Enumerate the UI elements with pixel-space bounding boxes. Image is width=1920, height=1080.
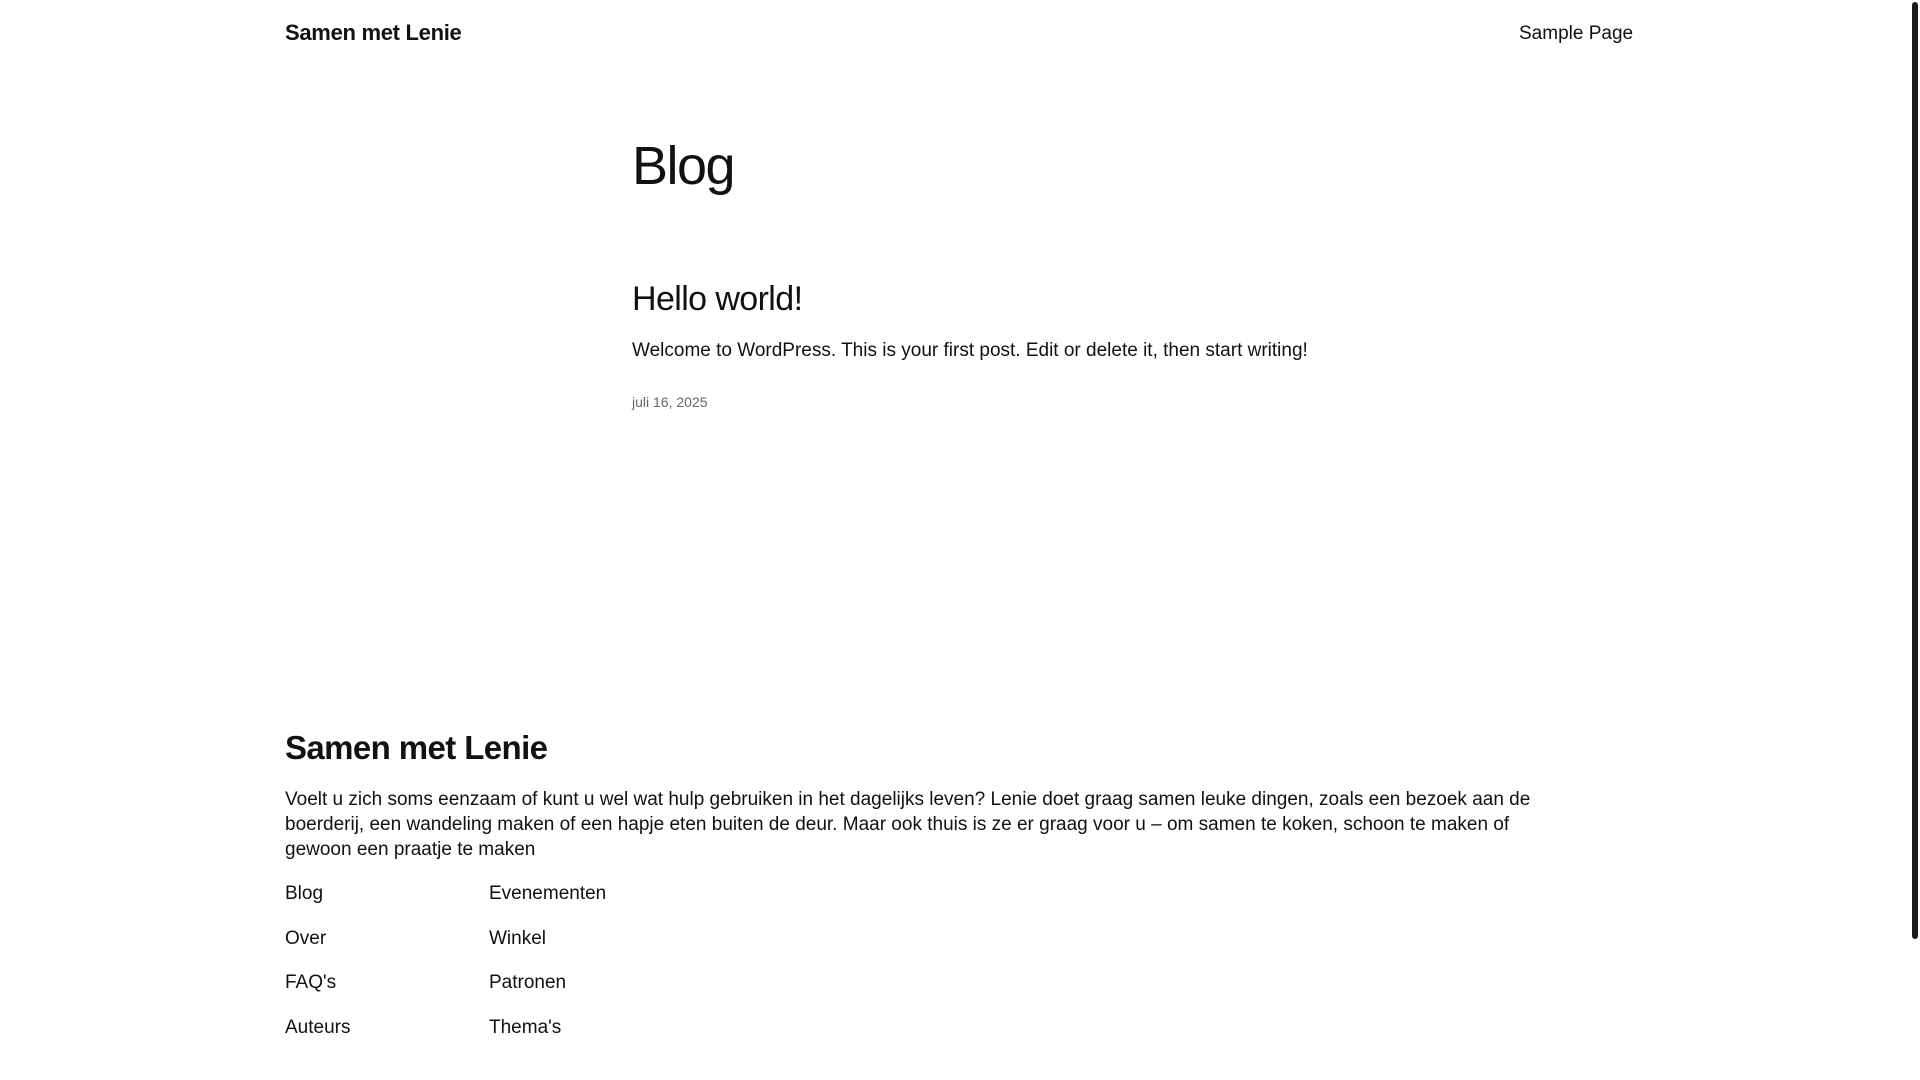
footer-nav-item bbox=[489, 1017, 606, 1062]
footer-nav-item bbox=[285, 972, 350, 1017]
footer-nav-item bbox=[489, 972, 606, 1017]
footer-link-patronen[interactable]: Patronen bbox=[489, 972, 567, 993]
footer-link-over[interactable]: Over bbox=[285, 927, 327, 949]
scrollbar-thumb[interactable] bbox=[1912, 2, 1918, 939]
footer-site-title[interactable]: Samen met Lenie bbox=[285, 729, 548, 766]
footer-nav-item bbox=[489, 928, 606, 973]
post-date[interactable]: juli 16, 2025 bbox=[632, 394, 708, 410]
footer-link-evenementen[interactable]: Evenementen bbox=[489, 883, 607, 904]
footer-nav-column-2 bbox=[489, 883, 606, 1061]
footer-nav-item bbox=[285, 928, 350, 973]
site-title-link[interactable]: Samen met Lenie bbox=[285, 20, 462, 45]
footer-link-auteurs[interactable]: Auteurs bbox=[285, 1016, 351, 1038]
footer-link-faqs[interactable]: FAQ's bbox=[285, 972, 337, 993]
nav-item-sample-page[interactable]: Sample Page bbox=[1519, 23, 1634, 44]
footer-nav-column-1 bbox=[285, 883, 350, 1061]
footer-link-themas[interactable]: Thema's bbox=[489, 1016, 562, 1038]
post-excerpt: Welcome to WordPress. This is your first post. Edit or delete it, then start writing! bbox=[632, 340, 1308, 361]
post-title-link[interactable]: Hello world! bbox=[632, 280, 803, 318]
vertical-scrollbar[interactable] bbox=[1909, 0, 1920, 1080]
footer-nav-item bbox=[489, 883, 606, 928]
footer-link-blog[interactable]: Blog bbox=[285, 883, 324, 904]
footer-nav-item bbox=[285, 883, 350, 928]
page-title: Blog bbox=[632, 136, 735, 196]
footer-link-winkel[interactable]: Winkel bbox=[489, 927, 547, 949]
footer-description: Voelt u zich soms eenzaam of kunt u wel wat hulp gebruiken in het dagelijks leven? Lenie doet graag samen leuke dingen, zoals een bezoek aan de boerderij, een wandeling maken of een hapje eten buiten de deur. Maar ook thuis is ze er graag voor u – om samen te koken, schoon te maken of gewoon een praatje te maken bbox=[285, 789, 1531, 860]
footer-nav-item bbox=[285, 1017, 350, 1062]
